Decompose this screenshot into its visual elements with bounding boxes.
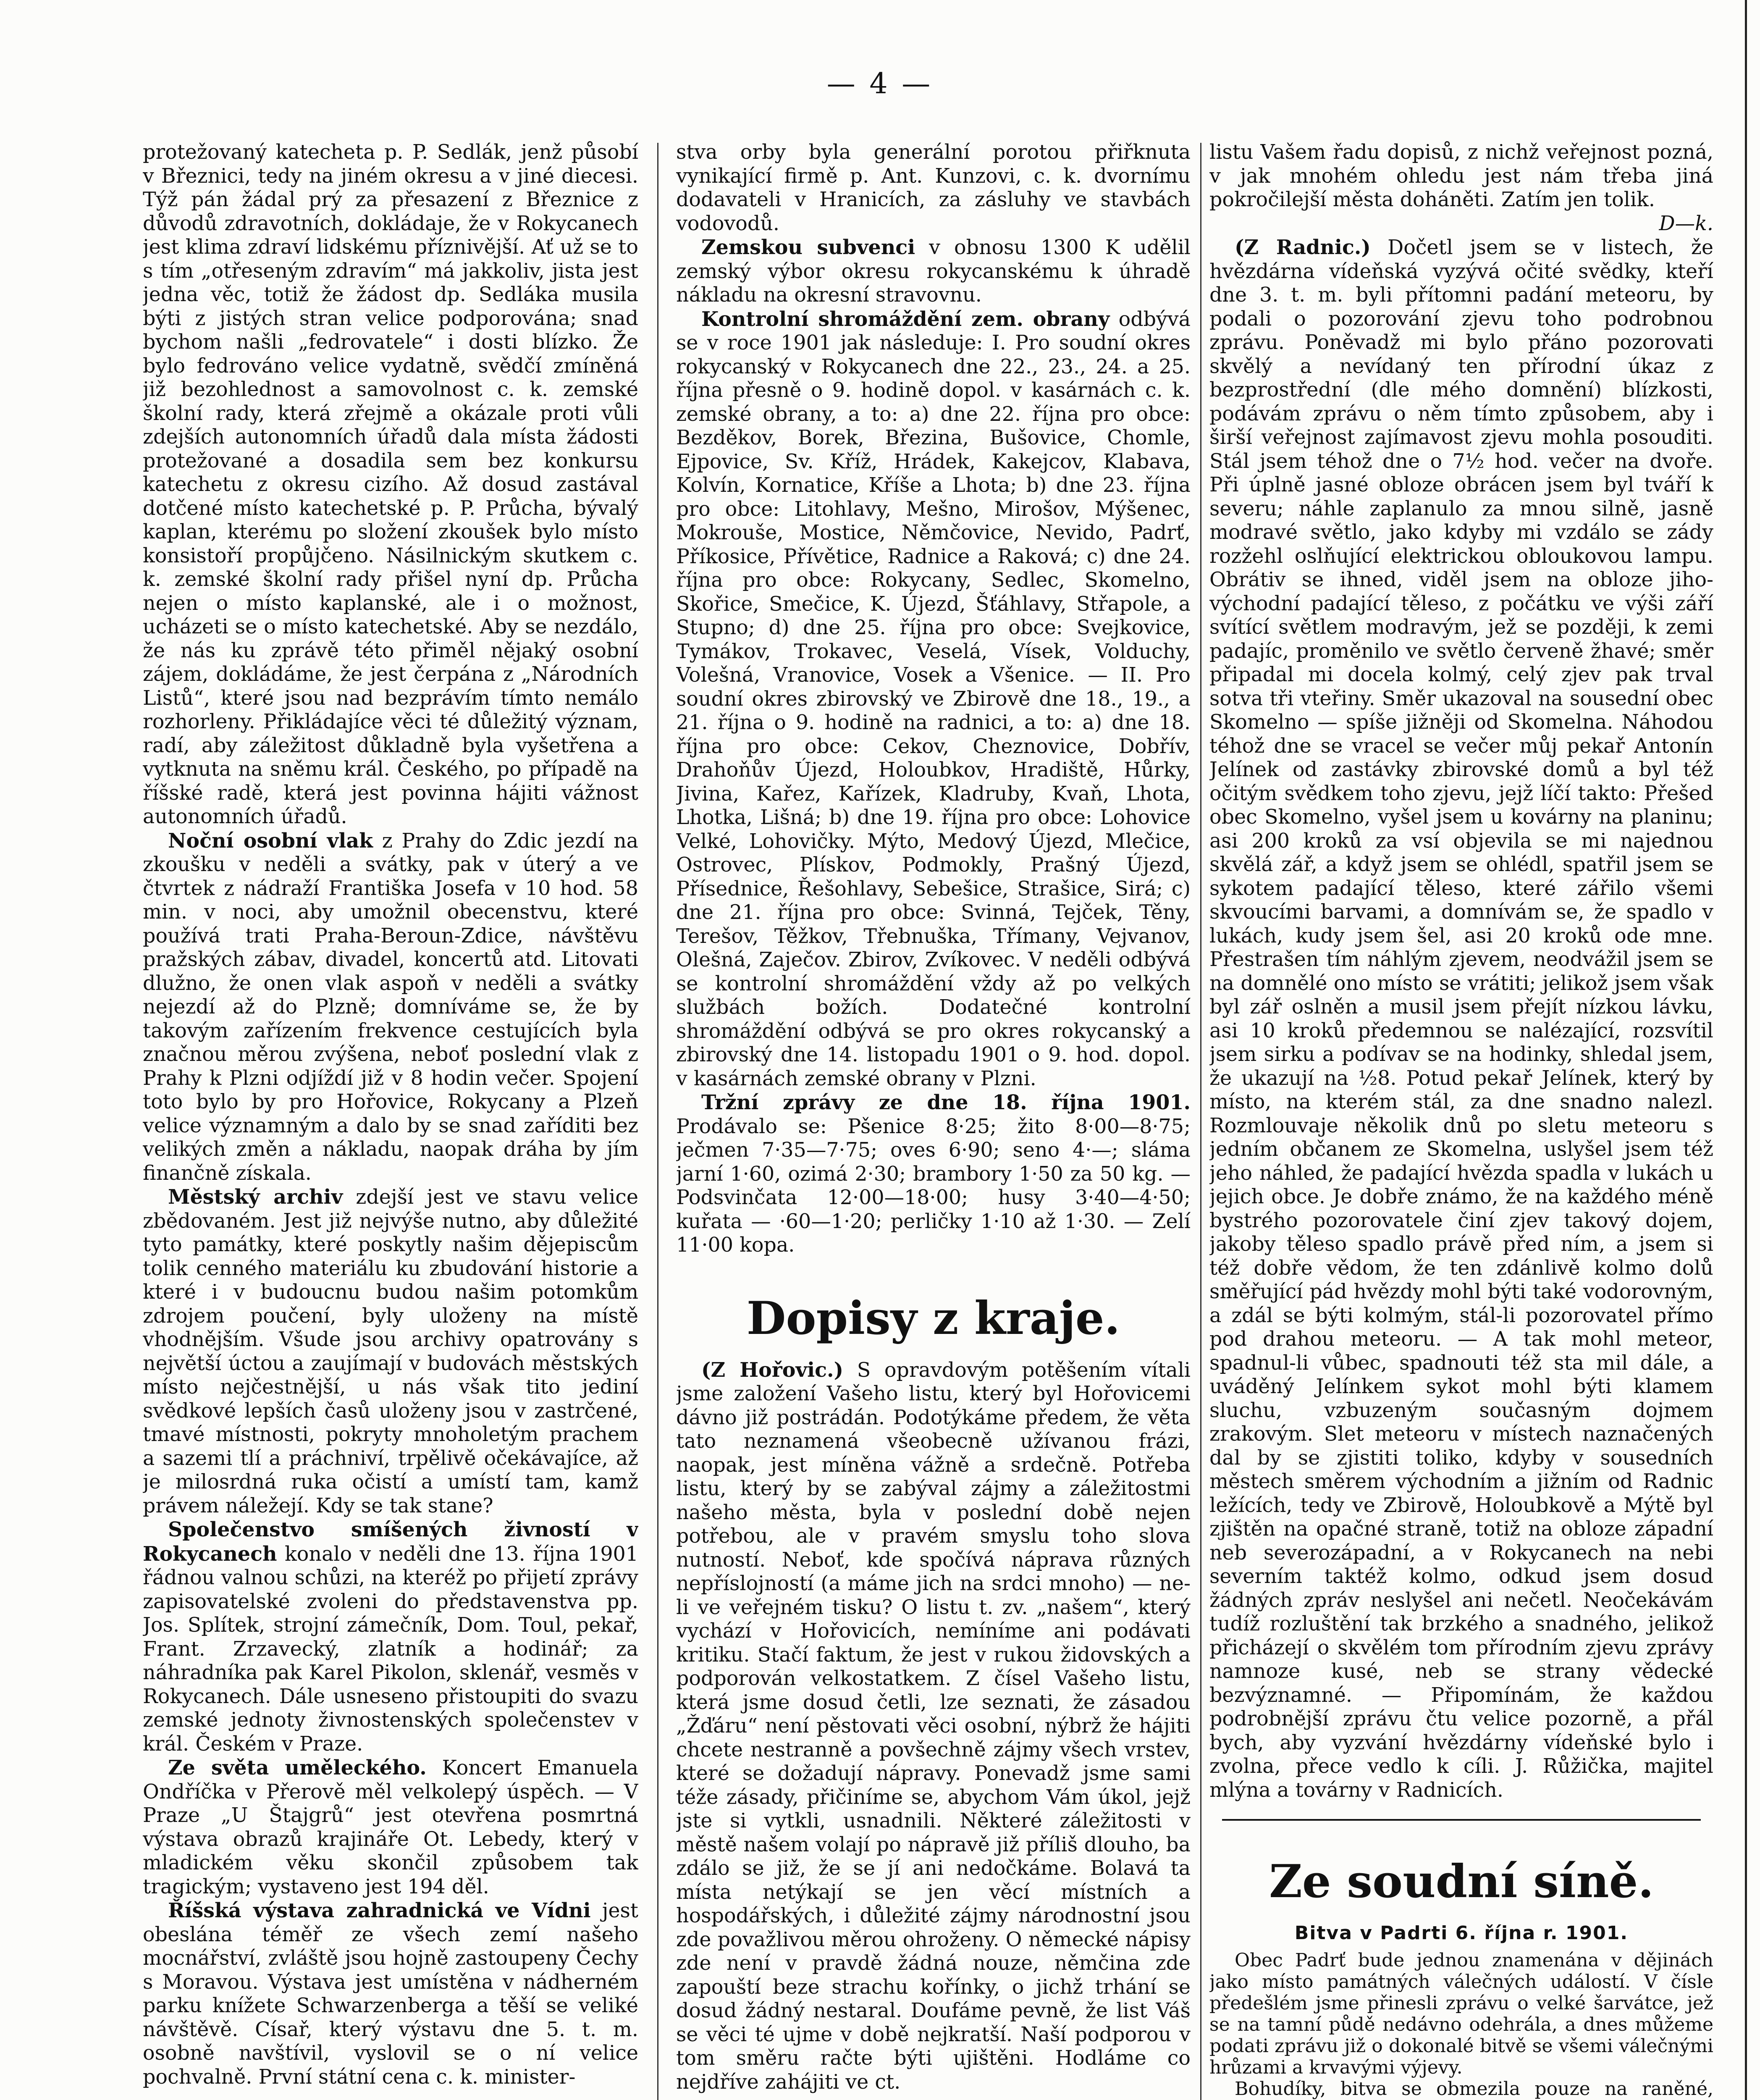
item-heading: Ze světa uměleckého. bbox=[168, 1756, 427, 1780]
article-subtitle: Bitva v Padrti 6. října r. 1901. bbox=[1294, 1922, 1629, 1944]
article-text: protežovaný katecheta p. P. Sedlák, jenž působí v Březnici, tedy na jiném okresu a v jiné diecesi. Týž pán žádal prý za přesazení z Březnice z důvodů zdravotních, dokládaje, že v Rokycanech jest klima zdraví lidskému příznivější. Ať už se to s tím „otřeseným zdravím“ má jakkoliv, jista jest jedna věc, totiž že žádost dp. Sedláka musila býti z jistých stran velice podporována; snad bychom našli „fedrovatele“ i dosti blízko. Že bylo fedrováno velice vydatně, svědčí zmíněná již bezohlednost a samovolnost c. k. zemské školní rady, která zřejmě a okázale proti vůli zdejších autonomních úřadů dala místa žádosti protežované a dosadila sem bez konkursu katechetu z okresu cizího. Až dosud zastával dotčené místo katechetské p. P. Průcha, bývalý kaplan, kterému po složení zkoušek bylo místo konsistoří propůjčeno. Násilnickým skutkem c. k. zemské školní rady přišel nyní dp. Průcha nejen o místo kaplanské, ale i o možnost, ucházeti se o místo katechetské. Aby se nezdálo, že nás ku zprávě této přiměl nějaký osobní zájem, dokládáme, že jest čerpána z „Národních Listů“, které jsou nad bezprávím tímto nemálo rozhorleny. Přikládajíce věci té důležitý význam, radí, aby záležitost důkladně byla vyšetřena a vytknuta na sněmu král. Českého, po případě na říšské radě, která jest povinna hájiti vážnost autonomních úřadů. bbox=[143, 141, 638, 828]
item-heading: Kontrolní shromáždění zem. obrany bbox=[701, 307, 1110, 331]
item-text: odbývá se v roce 1901 jak následuje: I. Pro soudní okres rokycanský v Rokycanech dne 22., 23., 24. a 25. října přesně o 9. hodině dopol. v kasárnách c. k. zemské obrany, a to: a) dne 22. října pro obce: Bezděkov, Borek, Březina, Bušovice, Chomle, Ejpovice, Sv. Kříž, Hrádek, Kakejcov, Klabava, Kolvín, Kornatice, Kříše a Lhota; b) dne 23. října pro obce: Litohlavy, Mešno, Mirošov, Mýšenec, Mokrouše, Mostice, Němčovice, Nevido, Padrť, Příkosice, Přívětice, Radnice a Raková; c) dne 24. října pro obce: Rokycany, Sedlec, Skomelno, Skořice, Smečice, K. Újezd, Šťáhlavy, Střapole, a Stupno; d) dne 25. října pro obce: Svejkovice, Tymákov, Trokavec, Veselá, Vísek, Volduchy, Volešná, Vranovice, Vosek a Všenice. — II. Pro soudní okres zbirovský ve Zbirově dne 18., 19., a 21. října o 9. hodině na radnici, a to: a) dne 18. října pro obce: Cekov, Cheznovice, Dobřív, Drahoňův Újezd, Holoubkov, Hradiště, Hůrky, Jivina, Kařez, Kařízek, Kladruby, Kvaň, Lhota, Lhotka, Lišná; b) dne 19. října pro obce: Lohovice Velké, Lohovičky. Mýto, Medový Újezd, Mlečice, Ostrovec, Plískov, Podmokly, Prašný Újezd, Přísednice, Řešohlavy, Sebešice, Strašice, Sirá; c) dne 21. října pro obce: Svinná, Tejček, Těny, Terešov, Těžkov, Třebnuška, Třímany, Vejvanov, Olešná, Zaječov. Zbirov, Zvíkovec. V neděli odbývá se kontrolní shromáždění vždy až po velkých službách božích. Dodatečné kontrolní shromáždění odbývá se pro okres rokycanský a zbirovský dne 14. listopadu 1901 o 9. hod. dopol. v kasárnách zemské obrany v Plzni. bbox=[676, 307, 1191, 1090]
section-divider bbox=[1222, 1819, 1701, 1821]
item-heading: Městský archiv bbox=[168, 1185, 343, 1209]
section-title: Dopisy z kraje. bbox=[746, 1292, 1120, 1345]
item-text: Koncert Emanuela Ondříčka v Přerově měl velkolepý úspěch. — V Praze „U Štajgrů“ jest otevřena posmrtná výstava obrazů krajináře Ot. Lebedy, který v mladickém věku skončil způsobem tak tragickým; vystaveno jest 194 děl. bbox=[143, 1756, 638, 1898]
letter-place: (Z Hořovic.) bbox=[701, 1358, 844, 1382]
article-text: Bohudíky, bitva se obmezila pouze na raněné, bbox=[1235, 2078, 1713, 2100]
item-text: z Prahy do Zdic jezdí na zkoušku v neděli a svátky, pak v úterý a ve čtvrtek z nádraží Františka Josefa v 10 hod. 58 min. v noci, aby umožnil obecenstvu, které používá trati Praha-Beroun-Zdice, návštěvu pražských zábav, divadel, koncertů atd. Litovati dlužno, že onen vlak aspoň v neděli a svátky nejezdí až do Plzně; domníváme se, že by takovým zařízením frekvence cestujících byla značnou měrou zvýšena, neboť poslední vlak z Prahy k Plzni odjíždí již v 8 hodin večer. Spojení toto bylo by pro Hořovice, Rokycany a Plzeň velice významným a dalo by se snad zaříditi bez velikých změn a nákladu, naopak dráha by jím finančně získala. bbox=[143, 829, 638, 1185]
item-heading: Společenstvo smíšených živností v Rokycanech bbox=[143, 1518, 638, 1566]
article-text: Obec Padrť bude jednou znamenána v dějinách jako místo památných válečných událostí. V čísle předešlém jsme přinesli zprávu o velké šarvátce, jež se na tamní půdě nedávno odehrála, a dnes můžeme podati zprávu již o dokonalé bitvě se všemi válečnými hrůzami a krvavými výjevy. bbox=[1209, 1949, 1713, 2078]
news-item bbox=[143, 1756, 638, 1899]
column-1 bbox=[143, 141, 638, 2100]
news-item bbox=[676, 1091, 1191, 1257]
item-heading: Zemskou subvenci bbox=[701, 236, 915, 259]
page-number: — 4 — bbox=[826, 67, 933, 100]
item-text: zdejší jest ve stavu velice zbědovaném. Jest již nejvýše nutno, aby důležité tyto památky, které poskytly našim dějepiscům tolik cenného materiálu ku zbudování historie a které i v budoucnu budou našim potomkům zdrojem poučení, byly uloženy na místě vhodnějším. Všude jsou archivy opatrovány s největší úctou a zaujímají v budovách městských místo nejčestnější, u nás však tito jediní svědkové lepších časů uloženy jsou v zastrčené, tmavé místnosti, pokryty mnoholetým prachem a sazemi tlí a práchniví, trpělivě očekávajíce, až je milosrdná ruka očistí a umístí tam, kamž právem náležejí. Kdy se tak stane? bbox=[143, 1186, 638, 1517]
news-item bbox=[143, 1185, 638, 1518]
letter bbox=[1209, 236, 1713, 1802]
page-edge bbox=[1745, 0, 1747, 2100]
column-3 bbox=[1209, 141, 1713, 2100]
news-item bbox=[143, 1899, 638, 2089]
item-text: konalo v neděli dne 13. října 1901 řádnou valnou schůzi, na kteréž po přijetí zprávy zapisovatelské zvoleni do představenstva pp. Jos. Splítek, strojní zámečník, Dom. Toul, pekař, Frant. Zrzavecký, zlatník a hodinář; za náhradníka pak Karel Pikolon, sklenář, vesměs v Rokycanech. Dále usneseno přistoupiti do svazu zemské jednoty živnostenských společenstev v král. Českém v Praze. bbox=[143, 1542, 638, 1756]
item-text: jest obeslána téměř ze všech zemí našeho mocnářství, zvláště jsou hojně zastoupeny Čechy s Moravou. Výstava jest umístěna v nádherném parku knížete Schwarzenberga a těší se veliké návštěvě. Císař, který výstavu dne 5. t. m. osobně navštívil, vyslovil se o ní velice pochvalně. První státní cena c. k. minister- bbox=[143, 1899, 638, 2089]
news-item bbox=[676, 307, 1191, 1091]
item-text: v obnosu 1300 K udělil zemský výbor okresu rokycanskému k úhradě nákladu na okresní stravovnu. bbox=[676, 236, 1191, 307]
item-heading: Tržní zprávy ze dne 18. října 1901. bbox=[701, 1091, 1191, 1114]
article-text: stva orby byla generální porotou přiřknuta vynikající firmě p. Ant. Kunzovi, c. k. dvornímu dodavateli v Hranicích, za zásluhy ve stavbách vodovodů. bbox=[676, 141, 1191, 235]
item-text: Prodávalo se: Pšenice 8·25; žito 8·00—8·75; ječmen 7·35—7·75; oves 6·90; seno 4·—; sláma jarní 1·60, ozimá 2·30; brambory 1·50 za 50 kg. — Podsvinčata 12·00—18·00; husy 3·40—4·50; kuřata — ·60—1·20; perličky 1·10 až 1·30. — Zelí 11·00 kopa. bbox=[676, 1115, 1191, 1257]
letter bbox=[676, 1358, 1191, 2095]
news-item bbox=[676, 236, 1191, 307]
letter-text: S opravdovým potěšením vítali jsme založení Vašeho listu, který byl Hořovicemi dávno již postrádán. Podotýkáme předem, že věta tato neznamená všeobecně užívanou frázi, naopak, jest míněna vážně a srdečně. Potřeba listu, který by se zabýval zájmy a záležitostmi našeho města, byla v poslední době nejen potřebou, ale v pravém smyslu toho slova nutností. Neboť, kde spočívá náprava různých nepříslojností (a máme jich na srdci mnoho) — ne-li ve veřejném tisku? O listu t. zv. „našem“, který vychází v Hořovicích, nemíníme ani podávati kritiku. Stačí faktum, že jest v rukou židovských a podporován velkostatkem. Z čísel Vašeho listu, která jsme dosud četli, lze seznati, že zásadou „Žďáru“ není pěstovati věci osobní, nýbrž že hájiti chcete nestranně a povšechně zájmy všech vrstev, které se dožadují nápravy. Ponevadž jsme sami téže zásady, přičiníme se, abychom Vám úkol, jejž jste si vytkli, usnadnili. Některé záležitosti v městě našem volají po nápravě již příliš dlouho, ba zdálo se již, že se jí ani nedočkáme. Bolavá ta místa netýkají se jen věcí místních a hospodářských, i důležité zájmy národnostní jsou zde považlivou měrou ohroženy. O německé nápisy zde není v pravdě žádná nouze, němčina zde zapouští beze strachu kořínky, o jichž trhání se dosud žádný nestaral. Doufáme pevně, že list Váš se věci té ujme v době nejkratší. Naší podporou v tom směru račte býti ujištěni. Hodláme co nejdříve zahájiti ve ct. bbox=[676, 1358, 1191, 2094]
section-title: Ze soudní síně. bbox=[1269, 1855, 1654, 1908]
signature: D—k. bbox=[1659, 212, 1713, 235]
news-item bbox=[143, 1518, 638, 1756]
item-heading: Noční osobní vlak bbox=[168, 829, 373, 853]
item-heading: Říšská výstava zahradnická ve Vídni bbox=[168, 1899, 591, 1922]
column-rule bbox=[1200, 143, 1201, 2100]
column-rule bbox=[657, 143, 658, 2100]
column-2 bbox=[676, 141, 1191, 2100]
letter-text: listu Vašem řadu dopisů, z nichž veřejnost pozná, v jak mnohém ohledu jest nám třeba jiná pokročilejší města doháněti. Zatím jen tolik. bbox=[1209, 141, 1713, 211]
letter-text: Dočetl jsem se v listech, že hvězdárna vídeňská vyzývá očité svědky, kteří dne 3. t. m. byli přítomni padání meteoru, by podali o pozorování zjevu toho podrobnou zprávu. Poněvadž mi bylo přáno pozorovati skvělý a nevídaný ten přírodní úkaz z bezprostřední (dle mého domnění) blízkosti, podávám zprávu o něm tímto způsobem, aby i širší veřejnost zajímavost zjevu mohla posouditi. Stál jsem téhož dne o 7½ hod. večer na dvoře. Při úplně jasné obloze obrácen jsem byl tváří k severu; náhle zaplanulo za mnou silně, jasně modravé světlo, jako kdyby mi vzdálo se zády rozžehl oslňující elektrickou obloukovou lampu. Obrátiv se ihned, viděl jsem na obloze jiho-východní padající těleso, z počátku ve výši září svítící světlem modravým, jež se později, k zemi padajíc, proměnilo ve světlo červeně žhavé; směr připadal mi docela kolmý, celý zjev pak trval sotva tři vteřiny. Směr ukazoval na sousední obec Skomelno — spíše jižněji od Skomelna. Náhodou téhož dne se vracel se večer můj pekař Antonín Jelínek od zastávky zbirovské domů a byl též očitým svědkem toho zjevu, jejž líčí takto: Přešed obec Skomelno, vyšel jsem u kovárny na planinu; asi 200 kroků za vsí objevila se mi najednou skvělá zář, a když jsem se ohlédl, spatřil jsem se sykotem padající těleso, které zářilo všemi skvoucími barvami, a domnívám se, že spadlo v lukách, kudy jsem šel, asi 20 kroků ode mne. Přestrašen tím náhlým zjevem, neodvážil jsem se na domnělé ono místo se vrátiti; jelikož jsem však byl zář oslněn a musil jsem přejít nízkou lávku, asi 10 kroků předemnou se nalézající, rozsvítil jsem sirku a podívav se na hodinky, shledal jsem, že ukazují na ½8. Potud pekař Jelínek, který by místo, na kterém stál, za dne snadno nalezl. Rozmlouvaje několik dnů po sletu meteoru s jedním občanem ze Skomelna, uslyšel jsem též jeho náhled, že padající hvězda spadla v lukách u jejich obce. Je dobře známo, že na každého méně bystrého pozorovatele činí zjev takový dojem, jakoby těleso spadlo právě před ním, a jsem si též dobře vědom, že ten zdánlivě kolmo dolů směřující pád hvězdy mohl býti také vodorovným, a zdál se býti kolmým, stál-li pozorovatel přímo pod drahou meteoru. — A tak mohl meteor, spadnul-li vůbec, spadnouti též sta mil dále, a uváděný Jelínkem sykot mohl býti klamem sluchu, vzbuzeným současným dojmem zrakovým. Slet meteoru v místech naznačených dal by se zjistiti toliko, kdyby v sousedních městech směrem východním a jižním od Radnic ležících, tedy ve Zbirově, Holoubkově a Mýtě byl zjištěn na opačné straně, totiž na obloze západní neb severozápadní, a v Rokycanech na nebi severním taktéž kolmo, odkud jsem dosud žádných zpráv neslyšel ani nečetl. Neočekávám tudíž rozluštění tak brzkého a snadného, jelikož přicházejí o skvělém tom přírodním zjevu zprávy namnoze kusé, neb se strany vědecké bezvýznamné. — Připomínám, že každou podrobnější zprávu čtu velice pozorně, a přál bych, aby vyzvání hvězdárny vídeňské bylo i zvolna, přece vedlo k cíli. J. Růžička, majitel mlýna a továrny v Radnicích. bbox=[1209, 236, 1713, 1802]
letter-place: (Z Radnic.) bbox=[1235, 236, 1371, 259]
news-item bbox=[143, 829, 638, 1186]
